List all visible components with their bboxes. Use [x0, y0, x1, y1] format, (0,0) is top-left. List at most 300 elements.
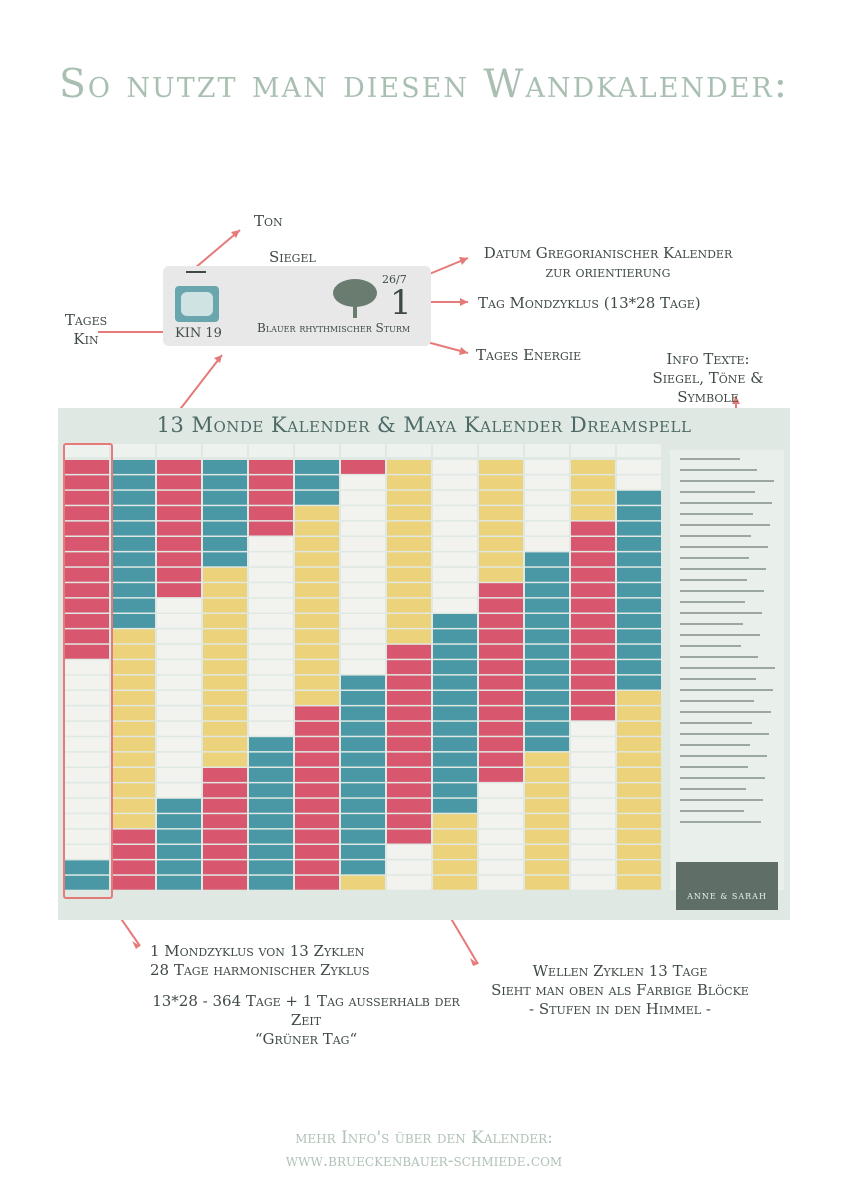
day-cell	[157, 629, 201, 643]
day-cell	[571, 460, 615, 474]
day-cell	[617, 552, 661, 566]
day-cell	[111, 614, 155, 628]
day-cell	[295, 737, 339, 751]
sidebar-line	[680, 469, 757, 471]
sidebar-line	[680, 458, 740, 460]
day-cell	[387, 475, 431, 489]
day-cell	[111, 876, 155, 890]
day-cell	[341, 753, 385, 767]
day-cell	[157, 814, 201, 828]
day-cell	[249, 706, 293, 720]
moon-header	[571, 444, 615, 457]
day-cell	[525, 753, 569, 767]
day-cell	[479, 475, 523, 489]
day-cell	[571, 676, 615, 690]
day-cell	[249, 552, 293, 566]
day-cell	[571, 814, 615, 828]
day-cell	[157, 460, 201, 474]
day-cell	[157, 876, 201, 890]
sidebar-line	[680, 678, 756, 680]
sidebar-line	[680, 755, 767, 757]
day-cell	[111, 475, 155, 489]
day-cell	[433, 599, 477, 613]
day-cell	[203, 583, 247, 597]
day-cell	[249, 691, 293, 705]
sidebar-line	[680, 612, 762, 614]
day-cell	[479, 629, 523, 643]
day-cell	[341, 599, 385, 613]
day-cell	[479, 568, 523, 582]
day-cell	[617, 753, 661, 767]
day-cell	[525, 768, 569, 782]
day-cell	[203, 552, 247, 566]
day-cell	[249, 860, 293, 874]
day-cell	[111, 753, 155, 767]
label-datum: Datum Gregorianischer Kalender zur orientierung	[483, 244, 733, 281]
day-cell	[295, 614, 339, 628]
day-cell	[525, 491, 569, 505]
day-cell	[433, 753, 477, 767]
day-cell	[387, 845, 431, 859]
day-cell	[157, 583, 201, 597]
day-cell	[157, 691, 201, 705]
day-cell	[341, 552, 385, 566]
sidebar-line	[680, 524, 770, 526]
day-cell	[249, 537, 293, 551]
day-cell	[571, 583, 615, 597]
sidebar-line	[680, 788, 746, 790]
day-cell	[525, 506, 569, 520]
day-cell	[341, 460, 385, 474]
day-cell	[387, 722, 431, 736]
day-cell	[111, 706, 155, 720]
day-cell	[295, 645, 339, 659]
day-cell	[341, 491, 385, 505]
day-cell	[249, 814, 293, 828]
day-cell	[433, 583, 477, 597]
day-cell	[617, 583, 661, 597]
day-cell	[479, 522, 523, 536]
label-wellen: Wellen Zyklen 13 Tage Sieht man oben als Farbige Blöcke - Stufen in den Himmel -	[491, 962, 749, 1018]
label-mondzyklus: 1 Mondzyklus von 13 Zyklen 28 Tage harmonischer Zyklus	[150, 942, 370, 979]
sidebar-line	[680, 579, 747, 581]
day-cell	[111, 691, 155, 705]
day-cell	[433, 552, 477, 566]
day-cell	[157, 568, 201, 582]
day-cell	[617, 660, 661, 674]
day-cell	[295, 491, 339, 505]
day-cell	[341, 799, 385, 813]
day-cell	[157, 706, 201, 720]
day-cell	[387, 552, 431, 566]
day-cell	[617, 876, 661, 890]
day-cell	[525, 691, 569, 705]
day-cell	[617, 830, 661, 844]
footer-info: mehr Info's über den Kalender:	[295, 1128, 553, 1148]
footer-url[interactable]: www.brueckenbauer-schmiede.com	[285, 1151, 563, 1171]
day-cell	[157, 660, 201, 674]
day-cell	[387, 522, 431, 536]
sidebar-line	[680, 601, 745, 603]
day-cell	[341, 645, 385, 659]
day-cell	[571, 522, 615, 536]
day-cell	[479, 506, 523, 520]
day-cell	[157, 537, 201, 551]
day-cell	[617, 783, 661, 797]
day-cell	[111, 629, 155, 643]
day-cell	[203, 522, 247, 536]
day-cell	[295, 676, 339, 690]
day-cell	[433, 737, 477, 751]
day-cell	[341, 814, 385, 828]
day-cell	[387, 660, 431, 674]
day-cell	[157, 845, 201, 859]
day-cell	[111, 506, 155, 520]
day-cell	[387, 506, 431, 520]
day-cell	[525, 830, 569, 844]
day-cell	[387, 629, 431, 643]
day-cell	[295, 830, 339, 844]
moon-header	[111, 444, 155, 457]
sidebar-line	[680, 645, 741, 647]
day-cell	[249, 599, 293, 613]
day-cell	[571, 614, 615, 628]
day-cell	[203, 860, 247, 874]
day-cell	[203, 691, 247, 705]
day-cell	[111, 568, 155, 582]
day-cell	[341, 676, 385, 690]
day-cell	[617, 599, 661, 613]
sidebar-line	[680, 733, 769, 735]
calendar-grid	[64, 442, 666, 892]
day-cell	[157, 737, 201, 751]
day-cell	[111, 676, 155, 690]
label-jahr: 13*28 - 364 Tage + 1 Tag ausserhalb der Zeit “Grüner Tag“	[152, 992, 460, 1048]
day-cell	[479, 660, 523, 674]
day-cell	[433, 830, 477, 844]
day-cell	[479, 552, 523, 566]
day-cell	[295, 783, 339, 797]
day-cell	[341, 768, 385, 782]
day-cell	[387, 753, 431, 767]
day-cell	[525, 614, 569, 628]
day-cell	[617, 645, 661, 659]
moon-header	[433, 444, 477, 457]
day-cell	[203, 737, 247, 751]
label-tages-energie: Tages Energie	[476, 346, 582, 364]
day-cell	[571, 737, 615, 751]
day-cell	[249, 830, 293, 844]
day-cell	[341, 614, 385, 628]
day-cell	[571, 783, 615, 797]
day-cell	[571, 845, 615, 859]
day-cell	[571, 552, 615, 566]
day-cell	[479, 737, 523, 751]
day-cell	[111, 537, 155, 551]
day-cell	[295, 814, 339, 828]
day-cell	[525, 783, 569, 797]
day-cell	[433, 876, 477, 890]
poster-title: 13 Monde Kalender & Maya Kalender Dreamspell	[156, 413, 692, 437]
sidebar-line	[680, 799, 763, 801]
page-title: So nutzt man diesen Wandkalender:	[59, 62, 789, 107]
day-cell	[387, 460, 431, 474]
day-cell	[617, 614, 661, 628]
day-cell	[157, 552, 201, 566]
day-cell	[571, 475, 615, 489]
day-cell	[525, 814, 569, 828]
day-cell	[571, 537, 615, 551]
day-cell	[387, 814, 431, 828]
day-cell	[157, 522, 201, 536]
logo-panel	[676, 862, 778, 910]
tree-icon	[330, 276, 380, 322]
sidebar-line	[680, 689, 773, 691]
day-cell	[249, 753, 293, 767]
day-cell	[203, 660, 247, 674]
day-cell	[571, 830, 615, 844]
day-cell	[341, 506, 385, 520]
day-cell	[157, 676, 201, 690]
day-cell	[295, 475, 339, 489]
moon-header	[479, 444, 523, 457]
sidebar-line	[680, 667, 775, 669]
sidebar-line	[680, 711, 771, 713]
day-cell	[203, 645, 247, 659]
day-cell	[387, 830, 431, 844]
day-cell	[157, 783, 201, 797]
day-cell	[341, 876, 385, 890]
day-cell	[295, 522, 339, 536]
day-cell	[249, 583, 293, 597]
day-cell	[111, 552, 155, 566]
day-cell	[157, 768, 201, 782]
day-cell	[157, 722, 201, 736]
day-cell	[111, 522, 155, 536]
day-cell	[295, 660, 339, 674]
day-energy: Blauer rhythmischer Sturm	[257, 321, 411, 335]
day-cell	[433, 691, 477, 705]
day-cell	[617, 506, 661, 520]
moon-header	[295, 444, 339, 457]
day-cell	[479, 583, 523, 597]
sidebar-line	[680, 722, 752, 724]
day-cell	[617, 768, 661, 782]
day-cell	[341, 860, 385, 874]
day-cell	[479, 691, 523, 705]
day-cell	[571, 706, 615, 720]
day-cell	[525, 460, 569, 474]
day-cell	[295, 860, 339, 874]
day-cell	[479, 768, 523, 782]
day-cell	[249, 568, 293, 582]
day-cell	[479, 783, 523, 797]
day-cell	[111, 722, 155, 736]
day-cell	[571, 799, 615, 813]
day-cell	[571, 491, 615, 505]
day-cell	[617, 629, 661, 643]
day-cell	[433, 799, 477, 813]
day-cell	[617, 706, 661, 720]
day-cell	[111, 599, 155, 613]
day-cell	[341, 629, 385, 643]
day-cell	[617, 860, 661, 874]
sidebar-line	[680, 656, 758, 658]
day-cell	[479, 876, 523, 890]
day-cell	[341, 830, 385, 844]
day-cell	[617, 814, 661, 828]
day-cell	[387, 676, 431, 690]
day-cell	[387, 491, 431, 505]
day-cell	[617, 845, 661, 859]
day-cell	[341, 475, 385, 489]
day-cell	[387, 645, 431, 659]
day-cell	[433, 706, 477, 720]
day-cell	[203, 599, 247, 613]
day-cell	[249, 845, 293, 859]
day-cell	[479, 491, 523, 505]
day-cell	[111, 660, 155, 674]
day-cell	[617, 460, 661, 474]
moon-day-number: 1	[390, 283, 412, 323]
day-cell	[203, 830, 247, 844]
day-cell	[157, 860, 201, 874]
sidebar-line	[680, 821, 761, 823]
day-cell	[249, 768, 293, 782]
sidebar-line	[680, 491, 755, 493]
kin-number: KIN 19	[175, 326, 222, 341]
day-cell	[111, 645, 155, 659]
day-cell	[479, 860, 523, 874]
day-cell	[617, 737, 661, 751]
day-cell	[203, 506, 247, 520]
day-cell	[203, 876, 247, 890]
day-cell	[479, 722, 523, 736]
day-cell	[295, 460, 339, 474]
day-cell	[525, 876, 569, 890]
day-cell	[341, 783, 385, 797]
day-cell	[295, 722, 339, 736]
day-cell	[617, 491, 661, 505]
day-cell	[203, 460, 247, 474]
day-cell	[387, 583, 431, 597]
day-cell	[249, 645, 293, 659]
day-cell	[479, 706, 523, 720]
day-cell	[203, 783, 247, 797]
sidebar-line	[680, 810, 744, 812]
highlight-first-moon	[63, 443, 113, 899]
label-ton: Ton	[254, 212, 283, 230]
day-cell	[571, 722, 615, 736]
moon-header	[525, 444, 569, 457]
day-cell	[203, 814, 247, 828]
sidebar-line	[680, 777, 765, 779]
day-cell	[387, 799, 431, 813]
sidebar-line	[680, 480, 774, 482]
day-cell	[295, 768, 339, 782]
day-cell	[203, 706, 247, 720]
day-cell	[157, 830, 201, 844]
day-cell	[295, 537, 339, 551]
day-cell	[433, 491, 477, 505]
day-cell	[111, 737, 155, 751]
day-cell	[433, 768, 477, 782]
day-cell	[111, 491, 155, 505]
day-cell	[295, 876, 339, 890]
day-cell	[249, 783, 293, 797]
day-cell	[203, 722, 247, 736]
day-cell	[525, 645, 569, 659]
gregorian-date: 26/7	[382, 273, 407, 286]
sidebar-line	[680, 557, 749, 559]
day-cell	[525, 537, 569, 551]
sidebar-line	[680, 700, 754, 702]
day-cell	[617, 799, 661, 813]
day-cell	[295, 799, 339, 813]
day-cell	[571, 860, 615, 874]
day-cell	[249, 475, 293, 489]
day-cell	[157, 645, 201, 659]
day-cell	[433, 860, 477, 874]
day-cell	[157, 799, 201, 813]
day-cell	[341, 522, 385, 536]
day-cell	[341, 706, 385, 720]
day-cell	[341, 737, 385, 751]
day-cell	[525, 706, 569, 720]
day-cell	[157, 475, 201, 489]
day-cell	[525, 722, 569, 736]
day-cell	[203, 676, 247, 690]
day-cell	[525, 475, 569, 489]
day-cell	[387, 568, 431, 582]
day-cell	[433, 660, 477, 674]
day-cell	[157, 614, 201, 628]
day-cell	[203, 568, 247, 582]
poster-logo: ANNE & SARAH	[687, 892, 767, 901]
day-cell	[341, 660, 385, 674]
day-cell	[295, 845, 339, 859]
day-cell	[341, 845, 385, 859]
day-cell	[341, 568, 385, 582]
day-cell	[111, 814, 155, 828]
day-cell	[479, 537, 523, 551]
day-cell	[433, 614, 477, 628]
day-cell	[525, 737, 569, 751]
day-cell	[249, 491, 293, 505]
day-cell	[479, 845, 523, 859]
day-cell	[433, 522, 477, 536]
day-cell	[525, 799, 569, 813]
day-cell	[203, 799, 247, 813]
day-cell	[433, 783, 477, 797]
day-cell	[525, 860, 569, 874]
day-cell	[387, 860, 431, 874]
day-cell	[525, 599, 569, 613]
day-cell	[295, 552, 339, 566]
day-cell	[479, 753, 523, 767]
day-cell	[249, 799, 293, 813]
day-cell	[479, 614, 523, 628]
day-cell	[249, 876, 293, 890]
day-cell	[249, 522, 293, 536]
day-cell	[249, 660, 293, 674]
day-cell	[295, 753, 339, 767]
day-cell	[571, 691, 615, 705]
day-cell	[111, 860, 155, 874]
moon-header	[157, 444, 201, 457]
moon-header	[249, 444, 293, 457]
day-cell	[433, 475, 477, 489]
